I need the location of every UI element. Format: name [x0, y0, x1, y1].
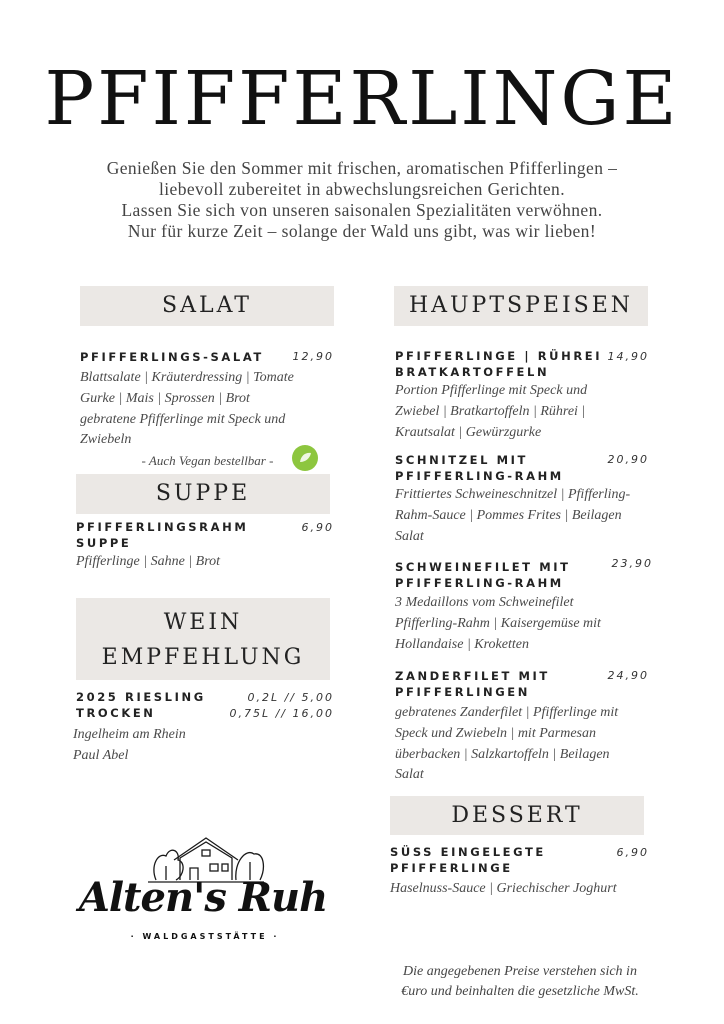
hauptspeise-price: 24,90 [607, 669, 649, 682]
suppe-description: Pfifferlinge | Sahne | Brot [76, 554, 221, 569]
name-line: ZANDERFILET MIT [395, 669, 550, 683]
desc-line: Blattsalate | Kräuterdressing | Tomate [80, 370, 294, 385]
vegan-leaf-icon [292, 445, 318, 471]
logo-subtitle: · WALDGASTSTÄTTE · [130, 932, 280, 941]
salat-description [80, 368, 330, 451]
hauptspeise-price: 23,90 [611, 557, 653, 570]
hauptspeise-description [395, 593, 650, 655]
desc-line: Paul Abel [73, 747, 129, 763]
footer-line: €uro und beinhalten die gesetzliche MwSt. [401, 984, 639, 999]
desc-line: Ingelheim am Rhein [73, 727, 186, 742]
desc-line: Frittiertes Schweineschnitzel | Pfifferling- [395, 487, 631, 502]
name-line: PFIFFERLING-RAHM [395, 576, 564, 590]
hauptspeise-description [395, 381, 650, 443]
desc-line: gebratenes Zanderfilet | Pfifferlinge mit [395, 705, 619, 720]
desc-line: Krautsalat | Gewürzgurke [395, 424, 542, 440]
desc-line: Salat [395, 528, 424, 544]
hauptspeisen-heading: HAUPTSPEISEN [394, 286, 648, 326]
name-line: PFIFFERLING-RAHM [395, 469, 564, 483]
hauptspeise-description [395, 485, 655, 547]
dessert-price: 6,90 [616, 846, 649, 859]
name-line: SCHWEINEFILET MIT [395, 560, 571, 574]
hauptspeise-price: 14,90 [607, 350, 649, 363]
name-line: SUPPE [76, 536, 132, 550]
hauptspeise-description [395, 703, 655, 786]
desc-line: Salat [395, 767, 424, 783]
logo-name: Alten's Ruh [78, 874, 328, 921]
intro-line: liebevoll zubereitet in abwechslungsreichen Gerichten. [159, 179, 565, 199]
name-line: BRATKARTOFFELN [395, 365, 550, 379]
intro-line: Nur für kurze Zeit – solange der Wald uns gibt, was wir lieben! [127, 221, 597, 241]
hauptspeise-item-name [395, 348, 615, 380]
desc-line: Portion Pfifferlinge mit Speck und [395, 383, 588, 398]
page-title: PFIFFERLINGE [44, 56, 680, 142]
dessert-item-name [390, 844, 590, 876]
suppe-price: 6,90 [301, 521, 334, 534]
intro-line: Genießen Sie den Sommer mit frischen, aromatischen Pfifferlingen – [106, 158, 618, 178]
desc-line: Hollandaise | Kroketten [395, 636, 529, 652]
name-line: PFIFFERLINGEN [395, 685, 530, 699]
salat-heading: SALAT [80, 286, 334, 326]
name-line: SÜSS EINGELEGTE [390, 845, 546, 859]
intro-text [0, 158, 724, 242]
heading-line: EMPFEHLUNG [101, 645, 305, 670]
footer-line: Die angegebenen Preise verstehen sich in [403, 964, 637, 979]
desc-line: Speck und Zwiebeln | mit Parmesan [395, 725, 596, 741]
dessert-description: Haselnuss-Sauce | Griechischer Joghurt [390, 881, 617, 896]
hauptspeise-item-name [395, 559, 615, 591]
price-line: 0,2L // 5,00 [247, 691, 334, 704]
hauptspeise-item-name [395, 452, 615, 484]
desc-line: Gurke | Mais | Sprossen | Brot [80, 390, 250, 406]
name-line: PFIFFERLINGE [390, 861, 513, 875]
desc-line: Zwiebel | Bratkartoffeln | Rührei | [395, 403, 586, 419]
desc-line: gebratene Pfifferlinge mit Speck und [80, 411, 286, 427]
name-line: PFIFFERLINGE | RÜHREI [395, 349, 603, 363]
name-line: TROCKEN [76, 706, 156, 720]
salat-price: 12,90 [292, 350, 334, 363]
desc-line: Pfifferling-Rahm | Kaisergemüse mit [395, 615, 601, 631]
desc-line: Zwiebeln [80, 432, 132, 448]
dessert-heading: DESSERT [390, 796, 644, 835]
name-line: PFIFFERLINGSRAHM [76, 520, 249, 534]
wein-price [200, 690, 334, 722]
wein-heading [76, 598, 330, 680]
salat-item-name: PFIFFERLINGS-SALAT [80, 350, 264, 364]
wein-description [73, 725, 323, 767]
desc-line: überbacken | Salzkartoffeln | Beilagen [395, 746, 610, 762]
suppe-item-name [76, 519, 276, 551]
hauptspeise-price: 20,90 [607, 453, 649, 466]
intro-line: Lassen Sie sich von unseren saisonalen Spezialitäten verwöhnen. [121, 200, 603, 220]
heading-line: WEIN [163, 610, 243, 635]
desc-line: 3 Medaillons vom Schweinefilet [395, 595, 574, 610]
desc-line: Rahm-Sauce | Pommes Frites | Beilagen [395, 507, 622, 523]
name-line: 2025 RIESLING [76, 690, 206, 704]
name-line: SCHNITZEL MIT [395, 453, 528, 467]
price-line: 0,75L // 16,00 [229, 707, 334, 720]
suppe-heading: SUPPE [76, 474, 330, 514]
vegan-note: - Auch Vegan bestellbar - [141, 453, 274, 468]
price-note [380, 962, 660, 1002]
hauptspeise-item-name [395, 668, 615, 700]
